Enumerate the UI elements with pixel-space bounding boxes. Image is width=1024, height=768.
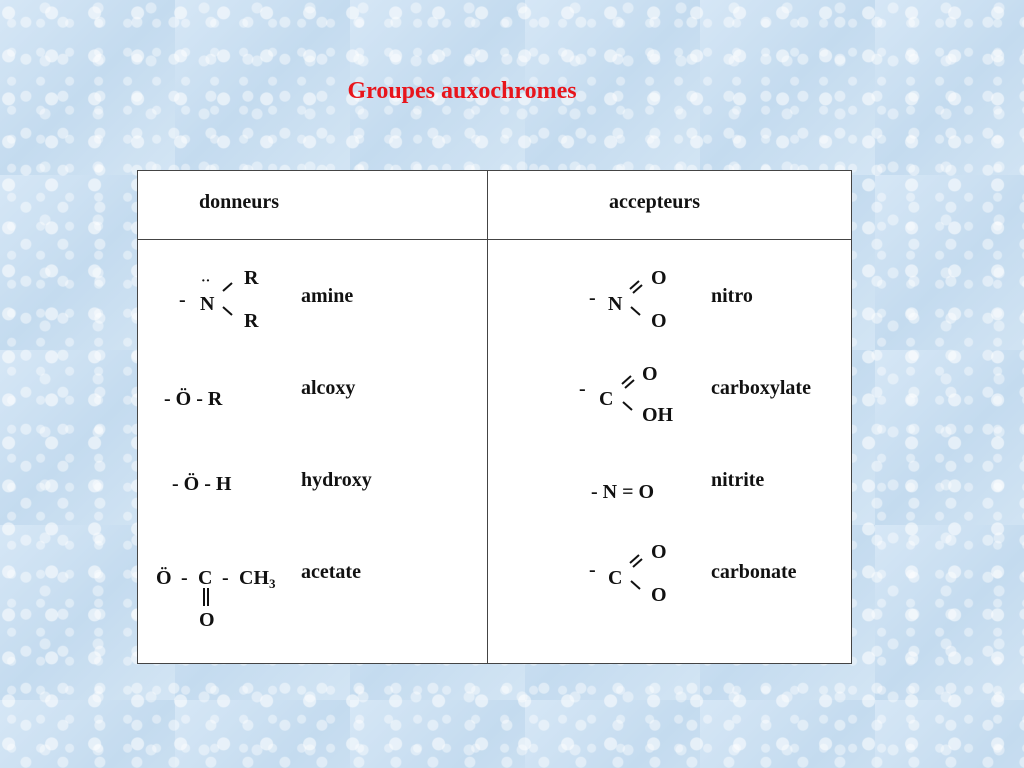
label-acetate: acetate bbox=[301, 561, 361, 583]
nitrite-formula: - N = O bbox=[591, 481, 655, 503]
label-carboxylate: carboxylate bbox=[711, 377, 811, 399]
amine-bonds bbox=[220, 279, 236, 319]
label-amine: amine bbox=[301, 285, 354, 307]
nitro-bonds bbox=[628, 279, 646, 319]
header-divider bbox=[138, 239, 851, 240]
acetate-dash-1: - bbox=[181, 567, 188, 589]
carbonate-carbon: C bbox=[608, 567, 623, 589]
nitro-o-top: O bbox=[651, 267, 667, 289]
nitro-o-bottom: O bbox=[651, 310, 667, 332]
header-donors: donneurs bbox=[199, 191, 280, 213]
carbonate-dash: - bbox=[589, 559, 596, 581]
slide-title: Groupes auxochromes bbox=[347, 78, 577, 104]
auxochrome-table bbox=[137, 170, 852, 664]
acetate-o-bottom: O bbox=[199, 609, 215, 631]
amine-nitrogen: N bbox=[200, 293, 215, 315]
amine-r-bottom: R bbox=[244, 310, 259, 332]
nitro-nitrogen: N bbox=[608, 293, 623, 315]
carboxylate-oh: OH bbox=[642, 404, 674, 426]
carboxylate-dash: - bbox=[579, 378, 586, 400]
carboxylate-bonds bbox=[620, 374, 638, 414]
nitro-dash: - bbox=[589, 287, 596, 309]
label-hydroxy: hydroxy bbox=[301, 469, 372, 491]
acetate-o: Ö bbox=[156, 567, 172, 589]
label-alcoxy: alcoxy bbox=[301, 377, 356, 399]
carbonate-bonds bbox=[628, 553, 646, 593]
header-acceptors: accepteurs bbox=[609, 191, 701, 213]
carboxylate-o-top: O bbox=[642, 363, 658, 385]
carbonate-o-top: O bbox=[651, 541, 667, 563]
carboxylate-carbon: C bbox=[599, 388, 614, 410]
carbonate-o-bottom: O bbox=[651, 584, 667, 606]
acetate-double-bond bbox=[201, 587, 211, 607]
label-nitro: nitro bbox=[711, 285, 753, 307]
amine-r-top: R bbox=[244, 267, 259, 289]
acetate-carbon: C bbox=[198, 567, 213, 589]
lone-pair-dots: ·· bbox=[201, 274, 211, 289]
amine-dash: - bbox=[179, 289, 186, 311]
column-divider bbox=[487, 171, 488, 663]
hydroxy-formula: - Ö - H bbox=[172, 473, 232, 495]
label-nitrite: nitrite bbox=[711, 469, 765, 491]
acetate-dash-2: - bbox=[222, 567, 229, 589]
alcoxy-formula: - Ö - R bbox=[164, 388, 223, 410]
label-carbonate: carbonate bbox=[711, 561, 797, 583]
acetate-ch3: $CH_3$ bbox=[239, 567, 276, 591]
